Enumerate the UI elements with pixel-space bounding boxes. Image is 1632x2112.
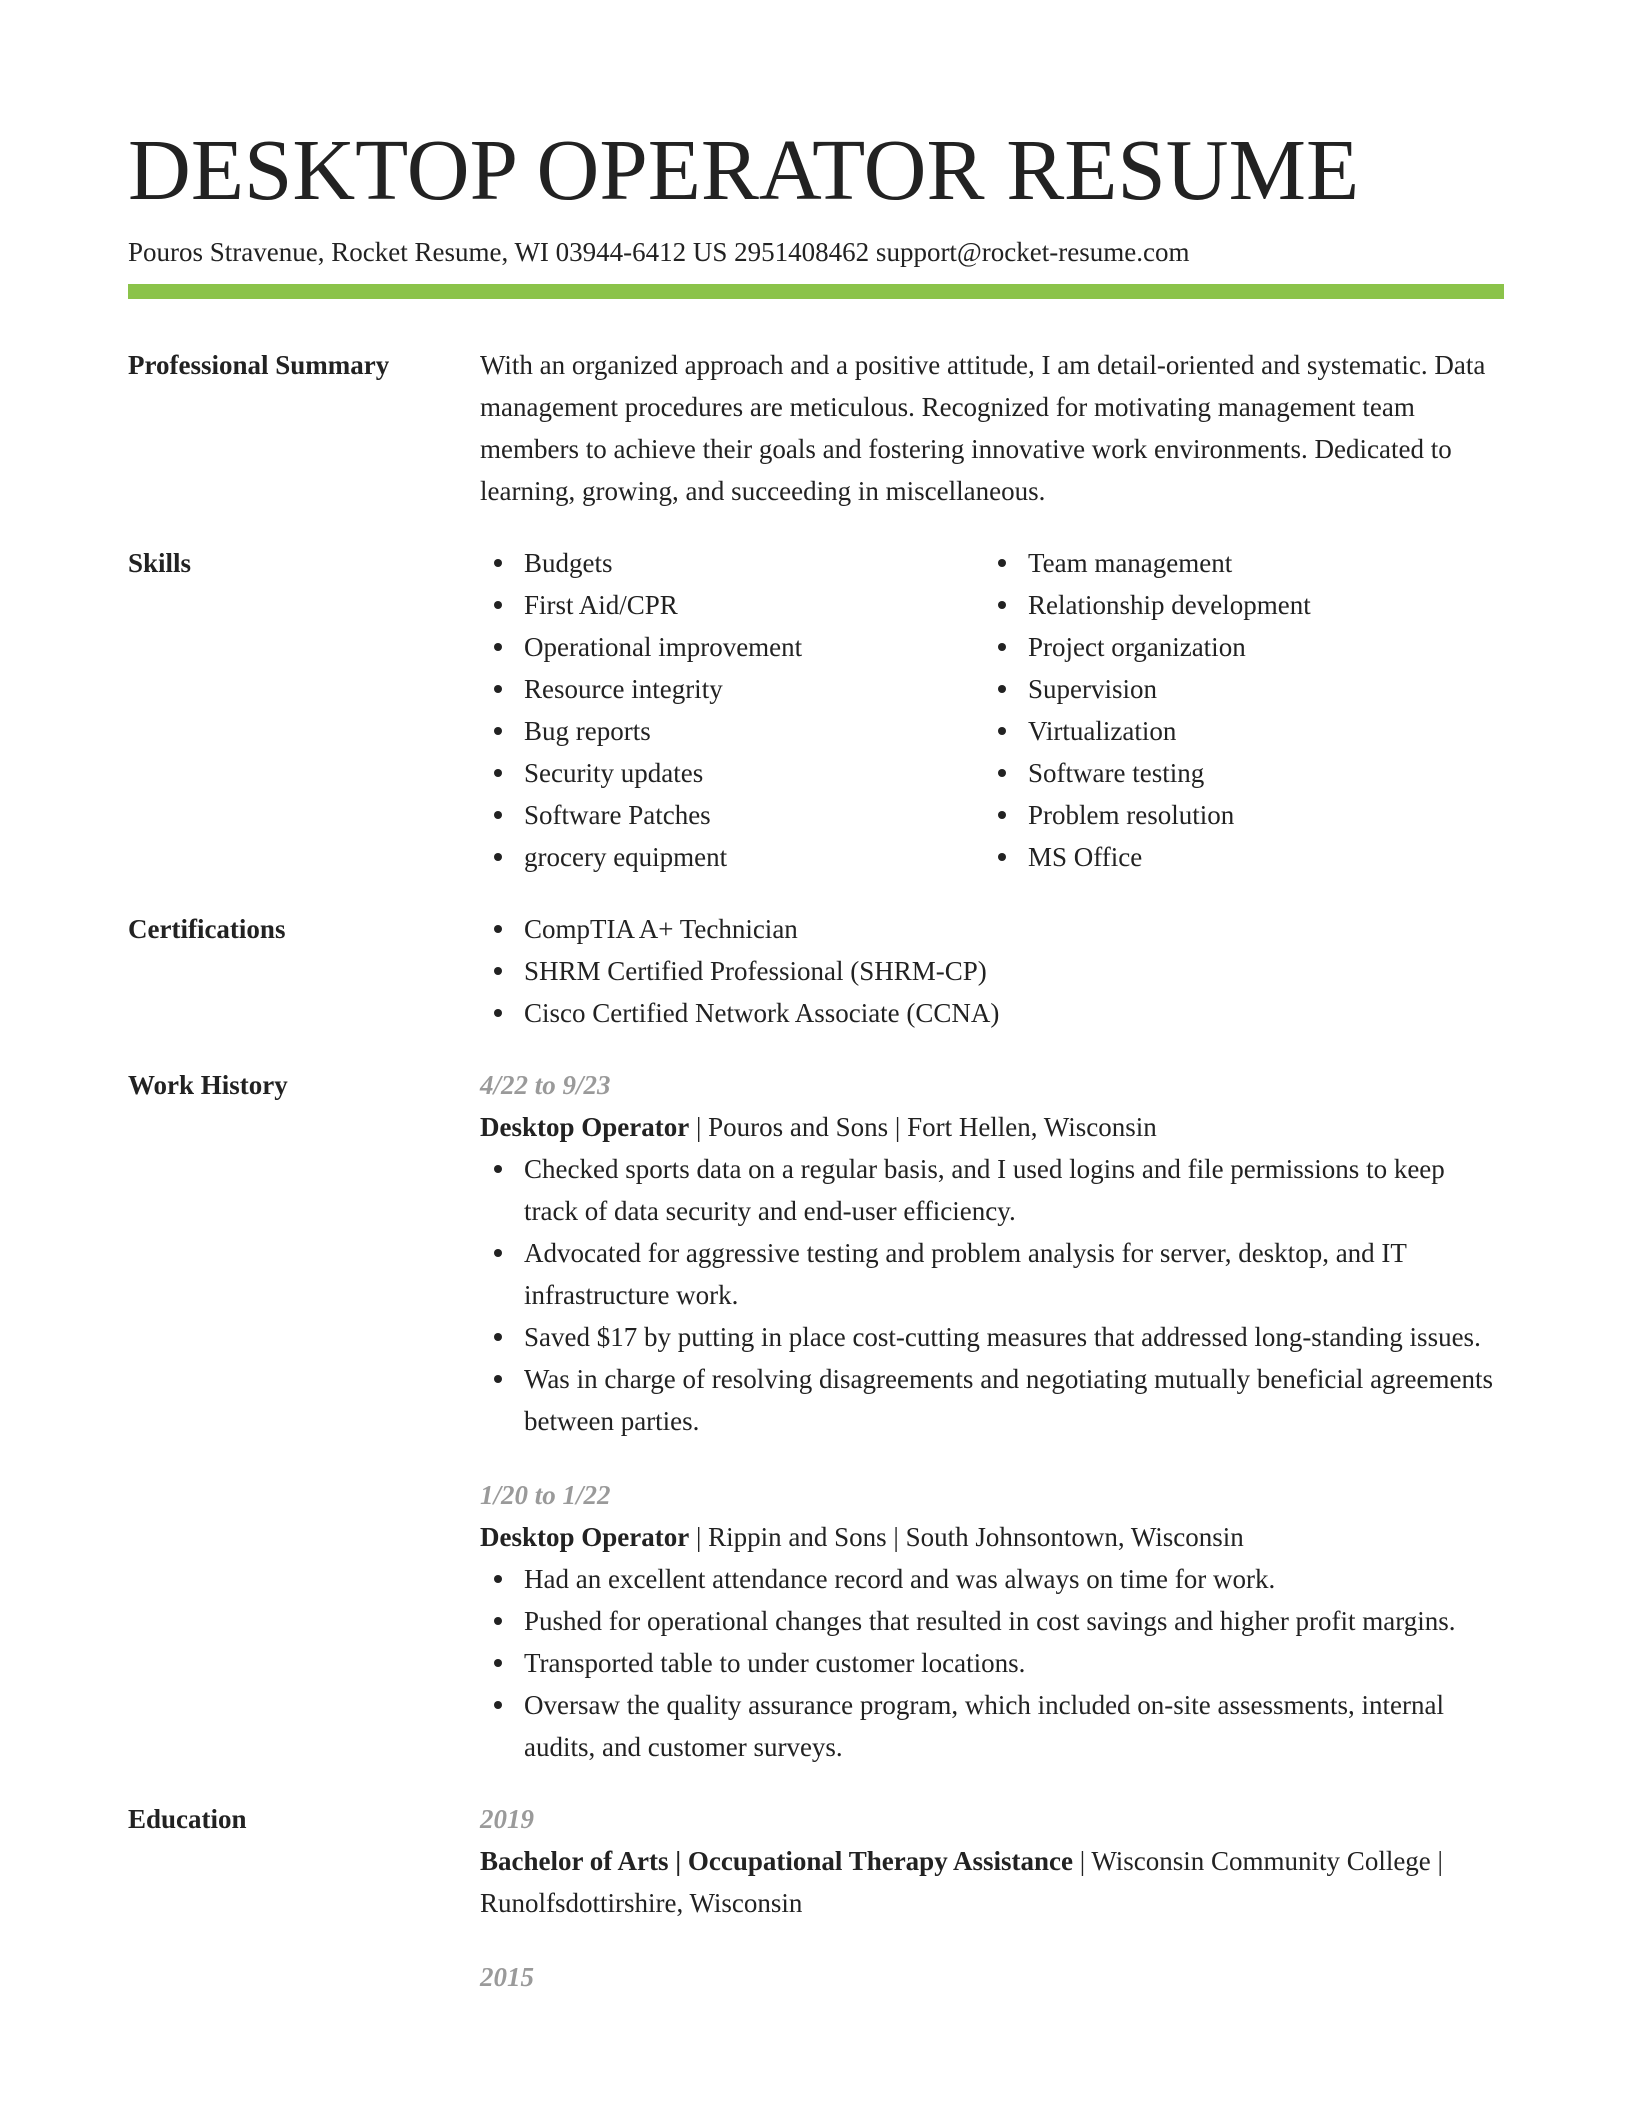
skill-item: Supervision: [984, 668, 1488, 710]
skill-item: Software Patches: [480, 794, 984, 836]
skills-heading: Skills: [128, 548, 192, 578]
education-entry: [480, 1956, 1504, 1998]
summary-section: [128, 344, 1504, 512]
job-title: Desktop Operator: [480, 1522, 690, 1552]
job-bullet: Checked sports data on a regular basis, and I used logins and file permissions to keep track of data security and end-user efficiency.: [480, 1148, 1504, 1232]
job-heading: [480, 1516, 1504, 1558]
education-section: [128, 1798, 1504, 1998]
certifications-section: [128, 908, 1504, 1034]
skills-list-left: [480, 542, 984, 878]
job-employer-location: | Pouros and Sons | Fort Hellen, Wisconsin: [689, 1112, 1157, 1142]
summary-heading: Professional Summary: [128, 350, 390, 380]
job-dates: 4/22 to 9/23: [480, 1070, 611, 1100]
certification-item: CompTIA A+ Technician: [480, 908, 1504, 950]
job-employer-location: | Rippin and Sons | South Johnsontown, Wisconsin: [689, 1522, 1244, 1552]
job-dates: 1/20 to 1/22: [480, 1480, 611, 1510]
education-heading: Education: [128, 1804, 247, 1834]
education-body: [480, 1798, 1504, 1998]
job-bullet: Oversaw the quality assurance program, which included on-site assessments, internal audits, and customer surveys.: [480, 1684, 1504, 1768]
skill-item: Relationship development: [984, 584, 1488, 626]
skill-item: grocery equipment: [480, 836, 984, 878]
skill-item: First Aid/CPR: [480, 584, 984, 626]
skill-item: Virtualization: [984, 710, 1488, 752]
education-entry: [480, 1798, 1504, 1924]
skills-columns: [480, 542, 1504, 878]
job-bullet-list: [480, 1148, 1504, 1442]
skill-item: Security updates: [480, 752, 984, 794]
work-history-body: [480, 1064, 1504, 1768]
job-bullet-list: [480, 1558, 1504, 1768]
skills-section: [128, 542, 1504, 878]
work-history-section: [128, 1064, 1504, 1768]
job-bullet: Was in charge of resolving disagreements and negotiating mutually beneficial agreements between parties.: [480, 1358, 1504, 1442]
education-year: 2019: [480, 1804, 534, 1834]
job-bullet: Had an excellent attendance record and was always on time for work.: [480, 1558, 1504, 1600]
education-school-location: | Wisconsin Community College | Runolfsdottirshire, Wisconsin: [480, 1846, 1443, 1918]
certifications-heading: Certifications: [128, 914, 286, 944]
education-heading-line: [480, 1840, 1504, 1924]
certification-item: Cisco Certified Network Associate (CCNA): [480, 992, 1504, 1034]
work-history-heading: Work History: [128, 1070, 288, 1100]
education-degree: Bachelor of Arts | Occupational Therapy Assistance: [480, 1846, 1073, 1876]
header-divider: [128, 284, 1504, 299]
job-title: Desktop Operator: [480, 1112, 690, 1142]
contact-line: Pouros Stravenue, Rocket Resume, WI 03944-6412 US 2951408462 support@rocket-resume.com: [128, 237, 1190, 267]
skill-item: MS Office: [984, 836, 1488, 878]
skill-item: Problem resolution: [984, 794, 1488, 836]
summary-text: With an organized approach and a positive attitude, I am detail-oriented and systematic. Data management procedures are meticulous. Recognized for motivating management team members to achieve their goals and fostering innovative work environments. Dedicated to learning, growing, and succeeding in miscellaneous.: [480, 350, 1486, 506]
skill-item: Project organization: [984, 626, 1488, 668]
skill-item: Bug reports: [480, 710, 984, 752]
certification-item: SHRM Certified Professional (SHRM-CP): [480, 950, 1504, 992]
job-bullet: Saved $17 by putting in place cost-cutting measures that addressed long-standing issues.: [480, 1316, 1504, 1358]
certifications-list: [480, 908, 1504, 1034]
skill-item: Operational improvement: [480, 626, 984, 668]
job-bullet: Advocated for aggressive testing and problem analysis for server, desktop, and IT infrastructure work.: [480, 1232, 1504, 1316]
job-entry: [480, 1064, 1504, 1442]
skill-item: Team management: [984, 542, 1488, 584]
job-entry: [480, 1474, 1504, 1768]
certifications-body: [480, 908, 1504, 1034]
education-year: 2015: [480, 1962, 534, 1992]
job-heading: [480, 1106, 1504, 1148]
skills-list-right: [984, 542, 1488, 878]
resume-title: DESKTOP OPERATOR RESUME: [128, 121, 1360, 218]
job-bullet: Transported table to under customer locations.: [480, 1642, 1504, 1684]
skill-item: Resource integrity: [480, 668, 984, 710]
skill-item: Software testing: [984, 752, 1488, 794]
resume-page: [128, 120, 1504, 1998]
skill-item: Budgets: [480, 542, 984, 584]
job-bullet: Pushed for operational changes that resulted in cost savings and higher profit margins.: [480, 1600, 1504, 1642]
